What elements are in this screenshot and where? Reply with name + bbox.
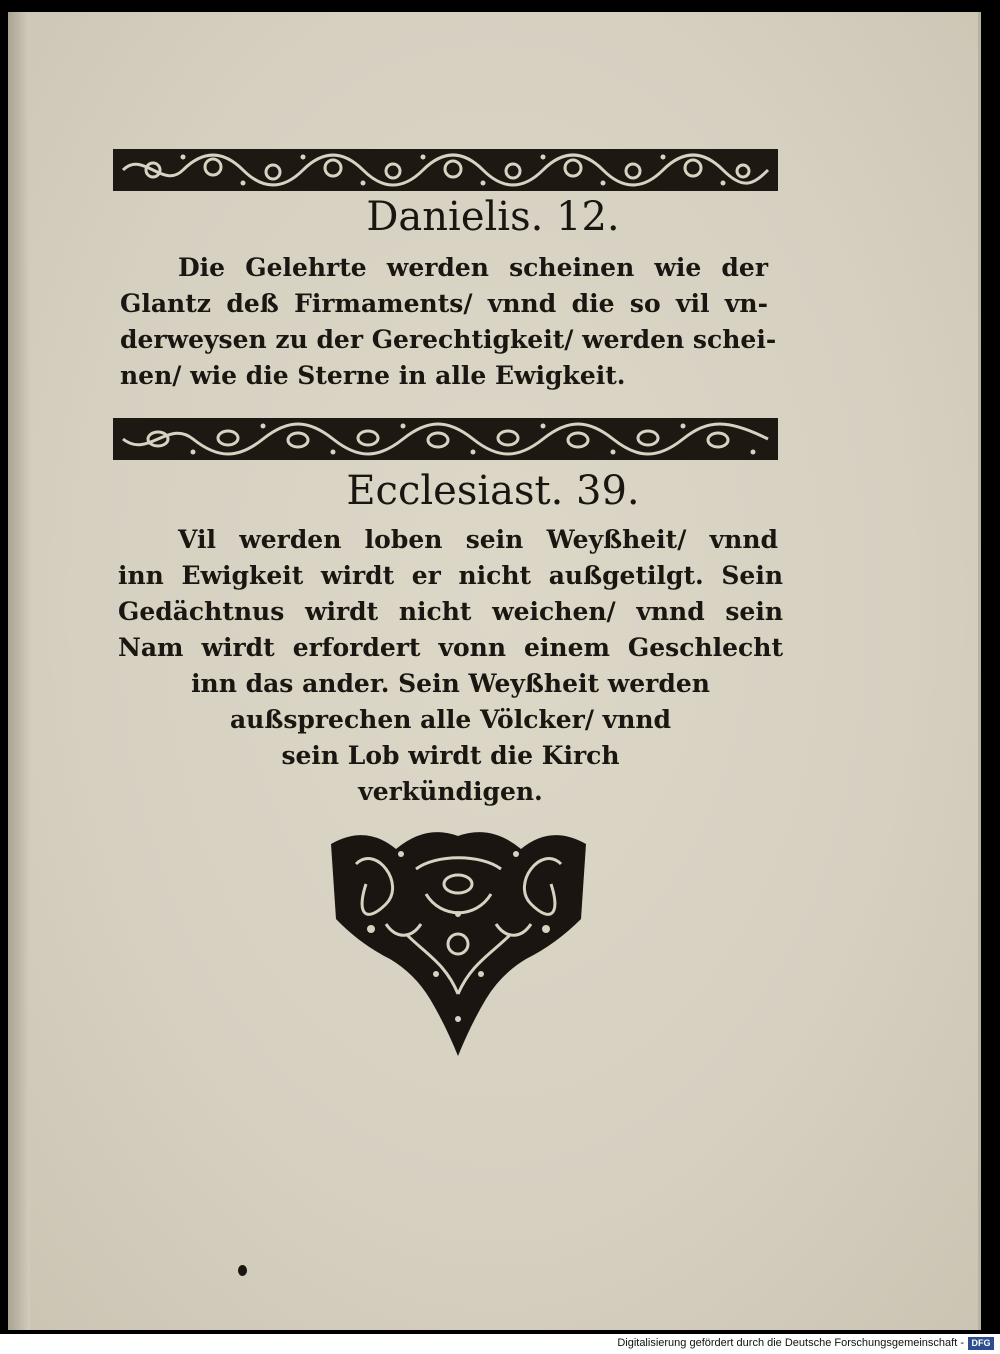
passage-line: verkündigen. xyxy=(358,777,543,806)
passage-line: inn Ewigkeit wirdt er nicht außgetilgt. Sein xyxy=(118,561,783,590)
passage-danielis xyxy=(120,250,777,394)
passage-ecclesiast xyxy=(118,522,783,810)
heading-ecclesiast: Ecclesiast. 39. xyxy=(346,468,640,514)
passage-line: Glantz deß Firmaments/ vnnd die so vil vn- xyxy=(120,289,768,318)
dfg-logo-icon: DFG xyxy=(968,1337,994,1350)
passage-line: Die Gelehrte werden scheinen wie der xyxy=(178,253,768,282)
ink-mark xyxy=(238,1265,247,1276)
passage-line: Nam wirdt erfordert vonn einem Geschlecht xyxy=(118,633,783,662)
ornamental-band-top xyxy=(113,145,778,195)
passage-line: sein Lob wirdt die Kirch xyxy=(281,741,620,770)
tailpiece-ornament xyxy=(326,824,591,1059)
passage-line: außsprechen alle Völcker/ vnnd xyxy=(229,705,672,734)
passage-line: inn das ander. Sein Weyßheit werden xyxy=(191,669,710,698)
footer-credit: Digitalisierung gefördert durch die Deutsche Forschungsgemeinschaft - xyxy=(617,1337,964,1349)
passage-line: derweysen zu der Gerechtigkeit/ werden schei- xyxy=(120,325,777,354)
passage-line: Gedächtnus wirdt nicht weichen/ vnnd sein xyxy=(118,597,783,626)
heading-danielis: Danielis. 12. xyxy=(366,194,620,240)
passage-line: nen/ wie die Sterne in alle Ewigkeit. xyxy=(120,361,626,390)
passage-line: Vil werden loben sein Weyßheit/ vnnd xyxy=(178,525,778,554)
ornamental-band-middle xyxy=(113,414,778,464)
footer-bar xyxy=(0,1334,1000,1354)
document-page xyxy=(8,12,981,1330)
